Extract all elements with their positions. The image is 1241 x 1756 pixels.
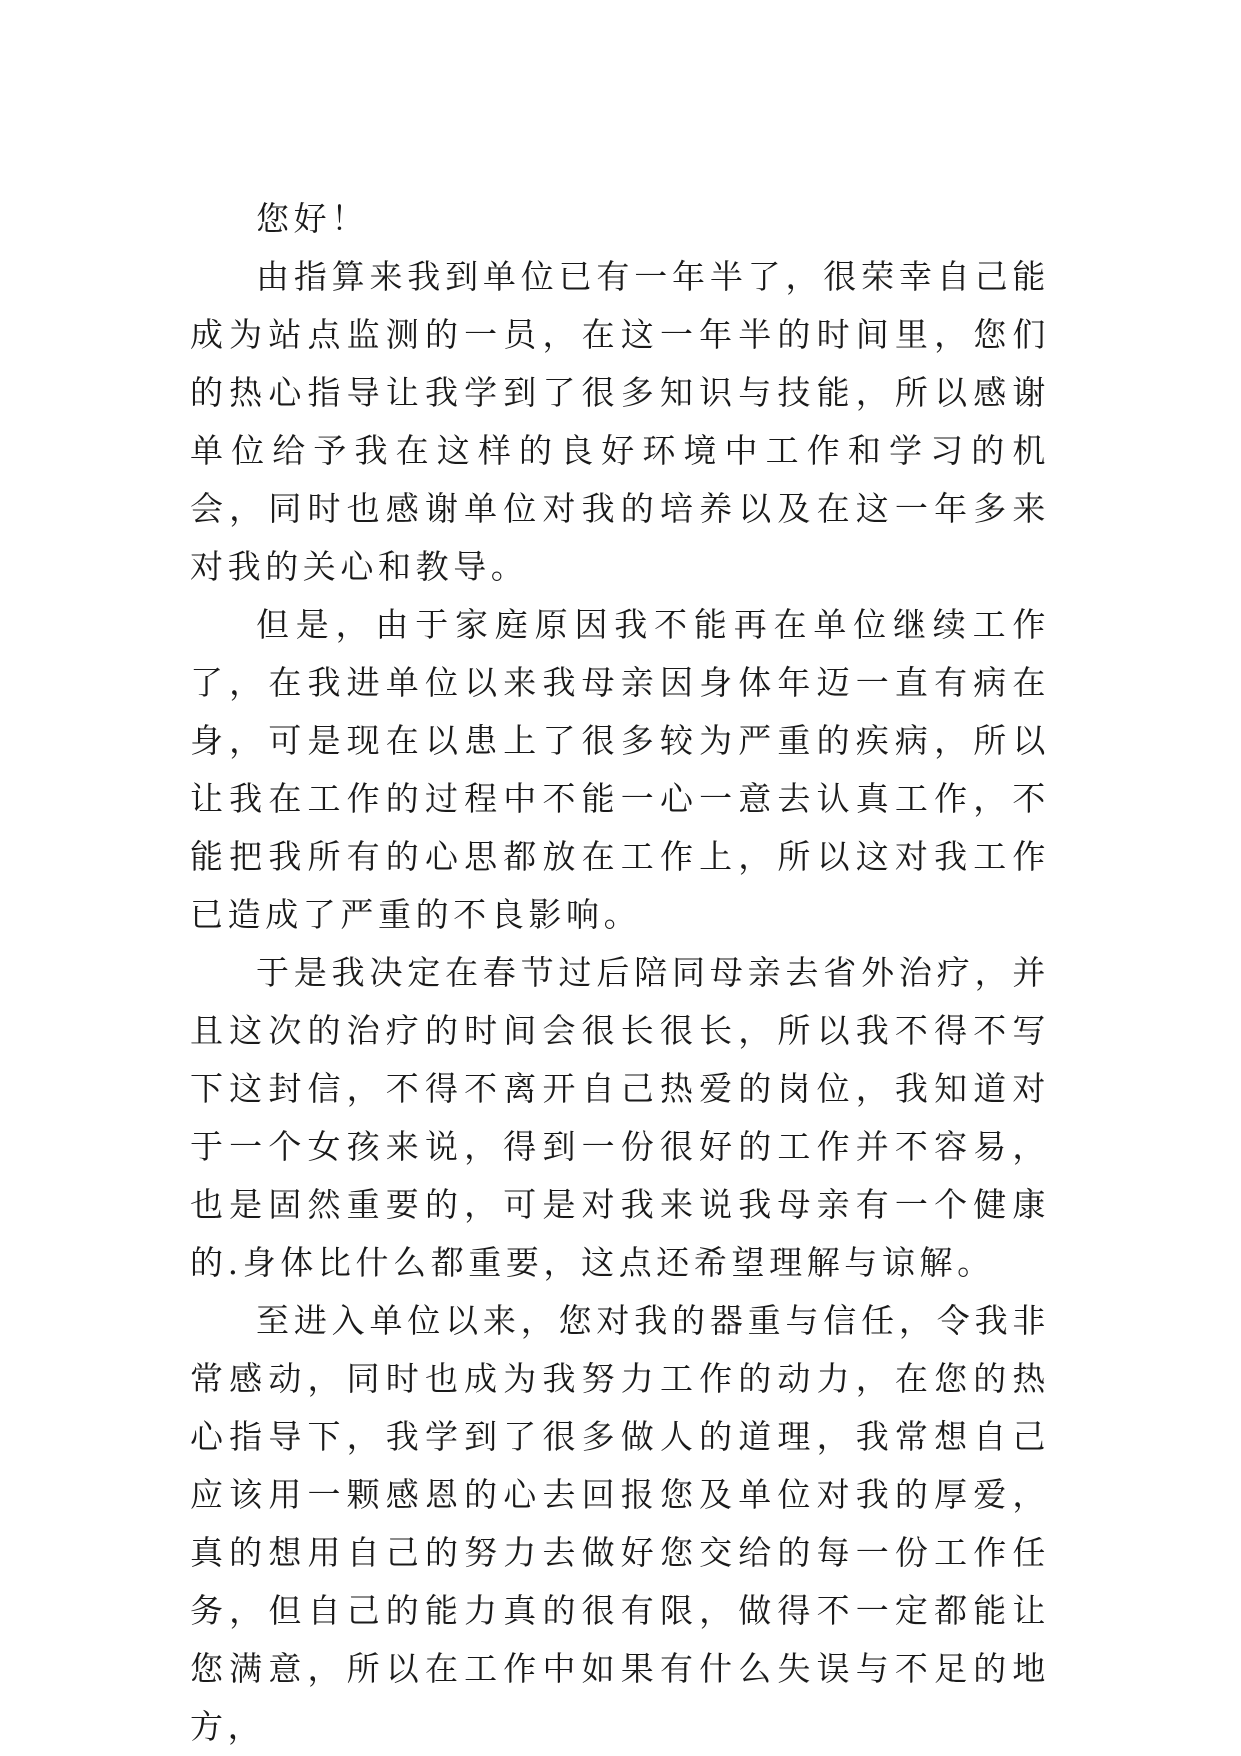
paragraph-3: 于是我决定在春节过后陪同母亲去省外治疗，并且这次的治疗的时间会很长很长，所以我不得不写下这封信，不得不离开自己热爱的岗位，我知道对于一个女孩来说，得到一份很好的工作并不容易，也是固然重要的，可是对我来说我母亲有一个健康的.身体比什么都重要，这点还希望理解与谅解。 [190,953,1050,1282]
paragraph-4: 至进入单位以来，您对我的器重与信任，令我非常感动，同时也成为我努力工作的动力，在您的热心指导下，我学到了很多做人的道理，我常想自己应该用一颗感恩的心去回报您及单位对我的厚爱，真的想用自己的努力去做好您交给的每一份工作任务，但自己的能力真的很有限，做得不一定都能让您满意，所以在工作中如果有什么失误与不足的地方， [190,1301,1050,1746]
paragraph-1: 由指算来我到单位已有一年半了，很荣幸自己能成为站点监测的一员，在这一年半的时间里，您们的热心指导让我学到了很多知识与技能，所以感谢单位给予我在这样的良好环境中工作和学习的机会，同时也感谢单位对我的培养以及在这一年多来对我的关心和教导。 [190,257,1050,586]
paragraph-2: 但是，由于家庭原因我不能再在单位继续工作了，在我进单位以来我母亲因身体年迈一直有病在身，可是现在以患上了很多较为严重的疾病，所以让我在工作的过程中不能一心一意去认真工作，不能把我所有的心思都放在工作上，所以这对我工作已造成了严重的不良影响。 [190,605,1050,934]
greeting-line: 您好！ [256,199,369,238]
letter-body [190,190,1050,1756]
